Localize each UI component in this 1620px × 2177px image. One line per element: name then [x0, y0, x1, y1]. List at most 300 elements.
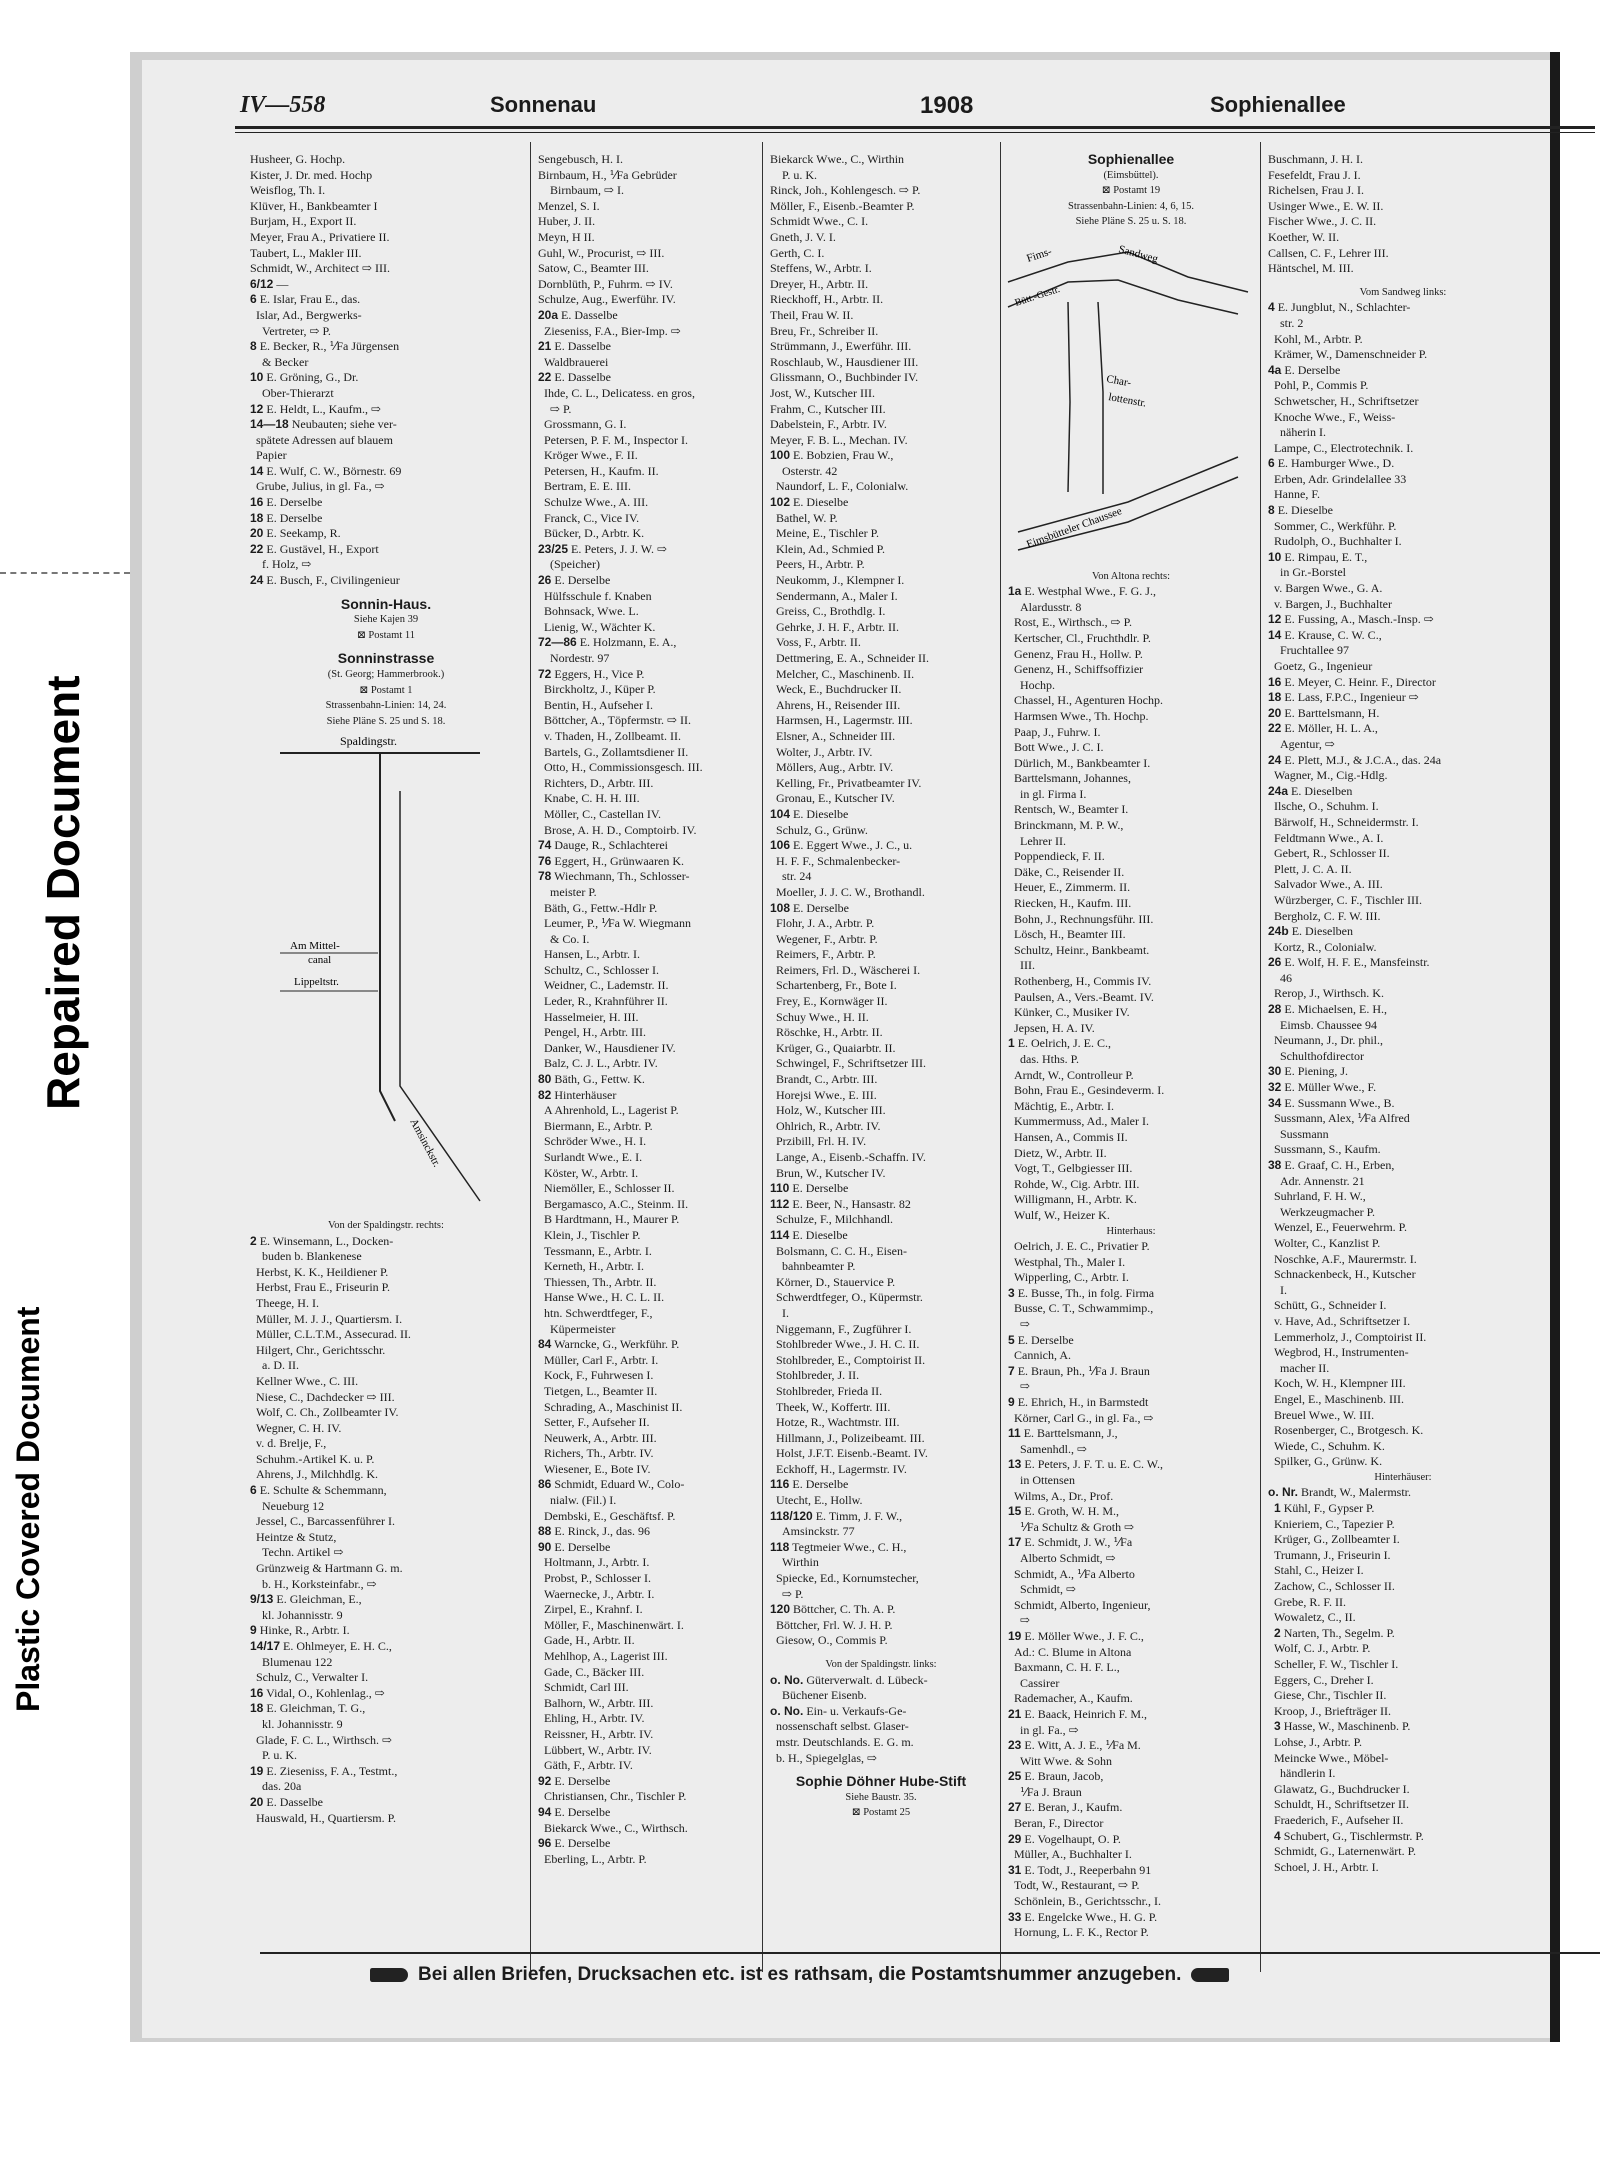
directory-entry: Harmsen, H., Lagermstr. III. — [770, 713, 913, 728]
directory-entry: mstr. Deutschlands. E. G. m. — [770, 1734, 914, 1749]
directory-entry: Weck, E., Buchdrucker II. — [770, 682, 902, 697]
directory-entry: Burjam, H., Export II. — [250, 214, 357, 229]
directory-entry: Noschke, A.F., Maurermstr. I. — [1268, 1251, 1417, 1266]
house-number: 1 — [1008, 1036, 1015, 1051]
directory-entry: Weidner, C., Lademstr. II. — [538, 978, 669, 993]
directory-entry: 5 E. Derselbe — [1008, 1332, 1074, 1347]
directory-entry: Meyer, Frau A., Privatiere II. — [250, 229, 390, 244]
directory-entry: 9 E. Ehrich, H., in Barmstedt — [1008, 1395, 1149, 1410]
house-number: 22 — [538, 370, 552, 385]
column-4 — [1008, 151, 1254, 1940]
directory-entry: Wowaletz, C., II. — [1268, 1610, 1356, 1625]
directory-entry: Paulsen, A., Vers.-Beamt. IV. — [1008, 989, 1154, 1004]
map-street-label: Lippeltstr. — [294, 976, 339, 989]
house-number: 20 — [250, 526, 264, 541]
directory-entry: 100 E. Bobzien, Frau W., — [770, 448, 894, 463]
directory-entry: Horejsi Wwe., E. III. — [770, 1087, 877, 1102]
directory-entry: Grossmann, G. I. — [538, 417, 627, 432]
directory-entry: Möller, F., Maschinenwärt. I. — [538, 1617, 684, 1632]
directory-entry: Tessmann, E., Arbtr. I. — [538, 1243, 652, 1258]
directory-entry: Theek, W., Koffertr. III. — [770, 1399, 891, 1414]
house-number: 18 — [1268, 690, 1282, 705]
directory-entry: Sussmann, S., Kaufm. — [1268, 1142, 1381, 1157]
house-number: 34 — [1268, 1095, 1282, 1110]
directory-entry: 28 E. Michaelsen, E. H., — [1268, 1002, 1387, 1017]
directory-entry: Müller, M. J. J., Quartiersm. I. — [250, 1311, 403, 1326]
directory-entry: Todt, W., Restaurant, ⇨ P. — [1008, 1878, 1140, 1893]
directory-entry: Hansen, A., Commis II. — [1008, 1129, 1128, 1144]
directory-entry: Möllers, Aug., Arbtr. IV. — [770, 760, 894, 775]
directory-entry: Vogt, T., Gelbgiesser III. — [1008, 1161, 1133, 1176]
directory-entry: Melcher, C., Maschinenb. II. — [770, 666, 915, 681]
directory-entry: B Hardtmann, H., Maurer P. — [538, 1212, 680, 1227]
directory-entry: Schrading, A., Maschinist II. — [538, 1399, 683, 1414]
column-3 — [770, 152, 992, 1922]
directory-entry: b. H., Spiegelglas, ⇨ — [770, 1750, 878, 1765]
directory-entry: Schwingel, F., Schriftsetzer III. — [770, 1056, 926, 1071]
directory-entry: 112 E. Beer, N., Hansastr. 82 — [770, 1196, 911, 1211]
directory-entry: 18 E. Lass, F.P.C., Ingenieur ⇨ — [1268, 690, 1419, 705]
directory-entry: Trumann, J., Friseurin I. — [1268, 1547, 1391, 1562]
street-info: ⊠ Postamt 11 — [357, 629, 415, 641]
directory-entry: meister P. — [538, 884, 597, 899]
directory-entry: Genenz, H., Schiffsoffizier — [1008, 662, 1144, 677]
house-number: 9/13 — [250, 1592, 274, 1607]
directory-entry: Agentur, ⇨ — [1268, 736, 1335, 751]
directory-entry: Rothenberg, H., Commis IV. — [1008, 974, 1152, 988]
directory-entry: Genenz, Frau H., Hollw. P. — [1008, 646, 1143, 661]
map-street-label: Amsinckstr. — [407, 1117, 443, 1170]
house-number: 4a — [1268, 362, 1282, 377]
directory-entry: Jost, W., Kutscher III. — [770, 385, 875, 400]
column-divider — [1260, 142, 1261, 1972]
directory-entry: Rademacher, A., Kaufm. — [1008, 1691, 1133, 1706]
house-number: 26 — [538, 573, 552, 588]
directory-entry: Schultz, C., Schlosser I. — [538, 962, 659, 977]
column-5 — [1268, 152, 1538, 1922]
pointing-hand-icon — [370, 1968, 408, 1982]
directory-entry: Bohn, Frau E., Gesindeverm. I. — [1008, 1083, 1165, 1098]
directory-entry: Lienig, W., Wächter K. — [538, 619, 656, 634]
directory-entry: Knieriem, C., Tapezier P. — [1268, 1516, 1395, 1531]
directory-entry: Böttcher, Frl. W. J. H. P. — [770, 1617, 893, 1632]
directory-entry: Schulz, G., Grünw. — [770, 822, 868, 837]
house-number: 88 — [538, 1524, 552, 1539]
house-number: 23 — [1008, 1738, 1022, 1753]
directory-entry: Franck, C., Vice IV. — [538, 510, 640, 525]
house-number: 22 — [250, 541, 264, 556]
directory-entry: 20 E. Dasselbe — [250, 1794, 324, 1809]
directory-entry: Rentsch, W., Beamter I. — [1008, 802, 1129, 817]
directory-entry: Ehling, H., Arbtr. IV. — [538, 1711, 645, 1726]
street-info: Siehe Pläne S. 25 u. S. 18. — [1075, 216, 1187, 228]
directory-entry: Grebe, R. F. II. — [1268, 1594, 1347, 1609]
house-number: 74 — [538, 838, 552, 853]
directory-entry: Eckhoff, H., Lagermstr. IV. — [770, 1461, 907, 1476]
directory-entry: Elsner, A., Schneider III. — [770, 728, 896, 743]
directory-entry: 8 E. Dieselbe — [1268, 503, 1333, 518]
street-info: ⊠ Postamt 19 — [1101, 185, 1161, 197]
directory-entry: Baxmann, C. H. F. L., — [1008, 1660, 1120, 1675]
directory-entry: Niemöller, E., Schlosser II. — [538, 1181, 675, 1196]
directory-entry: Schulze, F., Milchhandl. — [770, 1212, 894, 1227]
house-number: 80 — [538, 1072, 552, 1087]
street-info: (St. Georg; Hammerbrook.) — [327, 669, 445, 680]
directory-entry: 76 Eggert, H., Grünwaaren K. — [538, 853, 684, 868]
directory-entry: o. No. Ein- u. Verkaufs-Ge- — [770, 1703, 907, 1718]
directory-entry: Glade, F. C. L., Wirthsch. ⇨ — [250, 1732, 393, 1747]
directory-entry: ⇨ P. — [770, 1586, 804, 1601]
directory-entry: Petersen, H., Kaufm. II. — [538, 463, 659, 478]
directory-entry: Glissmann, O., Buchbinder IV. — [770, 370, 919, 385]
directory-entry: 96 E. Derselbe — [538, 1836, 611, 1851]
directory-entry: Wilms, A., Dr., Prof. — [1008, 1488, 1114, 1503]
directory-entry: 86 Schmidt, Eduard W., Colo- — [538, 1477, 685, 1492]
street-heading: Sophienallee — [1087, 151, 1175, 167]
directory-entry: das. 20a — [250, 1779, 302, 1794]
directory-entry: Frey, E., Kornwäger II. — [770, 994, 888, 1009]
directory-entry: 3 Hasse, W., Maschinenb. P. — [1274, 1719, 1411, 1734]
directory-entry: Blumenau 122 — [250, 1654, 333, 1669]
directory-entry: Stohlbreder Wwe., J. H. C. II. — [770, 1337, 920, 1352]
directory-entry: 31 E. Todt, J., Reeperbahn 91 — [1008, 1862, 1152, 1877]
directory-entry: Otto, H., Commissionsgesch. III. — [538, 760, 703, 775]
directory-entry: 102 E. Dieselbe — [770, 495, 849, 510]
map-street-label: Spaldingstr. — [340, 734, 398, 749]
directory-entry: Krüger, G., Quaiarbtr. II. — [770, 1040, 896, 1055]
directory-entry: 14—18 Neubauten; siehe ver- — [250, 417, 397, 432]
directory-entry: ⅟Fa Schultz & Groth ⇨ — [1008, 1519, 1135, 1534]
directory-entry: Holtmann, J., Arbtr. I. — [538, 1555, 650, 1570]
directory-entry: III. — [1008, 958, 1035, 973]
house-number: 14—18 — [250, 417, 289, 432]
directory-entry: Thiessen, Th., Arbtr. II. — [538, 1274, 657, 1289]
directory-entry: Jepsen, H. A. IV. — [1008, 1020, 1095, 1035]
directory-entry: 17 E. Schmidt, J. W., ⅟Fa — [1008, 1535, 1133, 1550]
map-street-line — [1068, 302, 1070, 492]
directory-entry: 29 E. Vogelhaupt, O. P. — [1008, 1831, 1121, 1846]
directory-entry: ⅟Fa J. Braun — [1008, 1784, 1082, 1799]
directory-entry: Moeller, J. J. C. W., Brothandl. — [770, 884, 925, 899]
directory-entry: Meyn, H II. — [538, 229, 595, 244]
directory-entry: 1 Kühl, F., Gypser P. — [1274, 1501, 1375, 1516]
directory-entry: 7 E. Braun, Ph., ⅟Fa J. Braun — [1008, 1363, 1150, 1378]
directory-entry: 34 E. Sussmann Wwe., B. — [1268, 1095, 1395, 1110]
directory-entry: Spilker, G., Grünw. K. — [1268, 1454, 1383, 1469]
house-number: 3 — [1008, 1285, 1015, 1300]
directory-entry: Fraederich, F., Aufseher II. — [1268, 1812, 1404, 1827]
house-number: 16 — [250, 495, 264, 510]
directory-entry: Richers, Th., Arbtr. IV. — [538, 1446, 654, 1461]
street-info: Siehe Kajen 39 — [353, 614, 419, 626]
house-number: 118 — [770, 1539, 790, 1554]
map-street-line — [1098, 302, 1103, 494]
house-number: 118/120 — [770, 1508, 813, 1523]
directory-entry: Fruchtallee 97 — [1268, 643, 1349, 658]
directory-entry: Wegner, C. H. IV. — [250, 1420, 342, 1435]
map-street-label: canal — [308, 954, 332, 967]
directory-entry: 72 Eggers, H., Vice P. — [538, 666, 645, 681]
directory-entry: Pohl, P., Commis P. — [1268, 378, 1369, 393]
directory-entry: Röschke, H., Arbtr. II. — [770, 1025, 883, 1040]
directory-entry: 14/17 E. Ohlmeyer, E. H. C., — [250, 1639, 392, 1653]
directory-entry: Schmidt, ⇨ — [1008, 1582, 1077, 1597]
directory-entry: kl. Johannisstr. 9 — [250, 1716, 343, 1731]
directory-entry: 46 — [1268, 970, 1292, 985]
directory-entry: v. d. Brelje, F., — [250, 1436, 327, 1451]
directory-entry: Tietgen, L., Beamter II. — [538, 1383, 658, 1398]
directory-entry: Neukomm, J., Klempner I. — [770, 573, 905, 588]
directory-entry: Steffens, W., Arbtr. I. — [770, 261, 872, 276]
directory-entry: 82 Hinterhäuser — [538, 1087, 617, 1102]
directory-entry: Schuldt, H., Schriftsetzer II. — [1268, 1797, 1409, 1812]
spacer — [770, 1649, 992, 1657]
directory-entry: Rerop, J., Wirthsch. K. — [1268, 986, 1384, 1001]
directory-entry: Hilgert, Chr., Gerichtsschr. — [250, 1342, 386, 1357]
house-number: 2 — [250, 1233, 257, 1248]
directory-entry: Wiede, C., Schuhm. K. — [1268, 1438, 1385, 1453]
directory-entry: Menzel, S. I. — [538, 198, 600, 213]
directory-entry: Bott Wwe., J. C. I. — [1008, 740, 1104, 755]
directory-entry: Strümmann, J., Ewerführ. III. — [770, 339, 912, 354]
house-number: 18 — [250, 1701, 264, 1716]
directory-entry: buden b. Blankenese — [250, 1249, 362, 1264]
house-number: 108 — [770, 900, 791, 915]
directory-entry: Kortz, R., Colonialw. — [1268, 939, 1377, 954]
street-info: Siehe Pläne S. 25 und S. 18. — [326, 715, 446, 727]
directory-entry: Waernecke, J., Arbtr. I. — [538, 1586, 655, 1601]
directory-entry: Sussmann, Alex, ⅟Fa Alfred — [1268, 1111, 1410, 1126]
directory-entry: Hülfsschule f. Knaben — [538, 588, 652, 603]
directory-entry: Wolter, C., Kanzlist P. — [1268, 1235, 1381, 1250]
directory-entry: Schröder Wwe., H. I. — [538, 1134, 647, 1149]
directory-entry: 22 E. Möller, H. L. A., — [1268, 721, 1378, 736]
map-street-line — [380, 753, 395, 1121]
house-number: 94 — [538, 1804, 552, 1819]
house-number: 11 — [1008, 1426, 1021, 1441]
directory-entry: Islar, Ad., Bergwerks- — [250, 307, 362, 322]
directory-entry: 16 E. Derselbe — [250, 495, 323, 510]
street-info: Hinterhaus: — [1106, 1225, 1156, 1237]
directory-entry: Arndt, W., Controlleur P. — [1008, 1067, 1134, 1082]
directory-entry: Klein, J., Tischler P. — [538, 1227, 641, 1242]
directory-entry: Leumer, P., ⅟Fa W. Wiegmann — [538, 916, 691, 931]
directory-entry: Bäth, G., Fettw.-Hdlr P. — [538, 900, 658, 915]
directory-entry: 11 E. Barttelsmann, J., — [1008, 1426, 1118, 1441]
directory-entry: Schwetscher, H., Schriftsetzer — [1268, 393, 1419, 408]
directory-entry: Klüver, H., Bankbeamter I — [250, 198, 378, 213]
header-right-street: Sophienallee — [1210, 92, 1346, 117]
house-number: 8 — [1268, 503, 1275, 518]
directory-entry: 6/12 — — [250, 276, 289, 291]
house-number: 31 — [1008, 1862, 1022, 1877]
directory-entry: Ad.: C. Blume in Altona — [1008, 1644, 1132, 1659]
directory-entry: Koether, W. II. — [1268, 229, 1340, 244]
directory-entry: Westphal, Th., Maler I. — [1008, 1254, 1126, 1269]
directory-entry: Hornung, L. F. K., Rector P. — [1008, 1925, 1149, 1940]
cut-line — [0, 572, 130, 574]
house-number: 22 — [1268, 721, 1282, 736]
directory-entry: Glawatz, G., Buchdrucker I. — [1268, 1781, 1410, 1796]
directory-entry: 25 E. Braun, Jacob, — [1008, 1769, 1104, 1784]
house-number: 20 — [250, 1794, 264, 1809]
directory-entry: Kister, J. Dr. med. Hochp — [250, 167, 373, 182]
directory-entry: Kellner Wwe., C. III. — [250, 1373, 359, 1388]
directory-entry: 14 E. Wulf, C. W., Börnestr. 69 — [250, 463, 402, 478]
directory-entry: 106 E. Eggert Wwe., J. C., u. — [770, 838, 913, 853]
directory-entry: Frahm, C., Kutscher III. — [770, 401, 886, 416]
directory-entry: Alberto Schmidt, ⇨ — [1008, 1550, 1116, 1565]
directory-entry: Birnbaum, ⇨ I. — [538, 183, 625, 198]
directory-entry: Kröger Wwe., F. II. — [538, 448, 638, 463]
directory-entry: Bentin, H., Aufseher I. — [538, 697, 653, 712]
directory-entry: 14 E. Krause, C. W. C., — [1268, 627, 1382, 642]
house-number: 20a — [538, 307, 559, 322]
header-rule-thin — [235, 132, 1595, 133]
directory-entry: 26 E. Wolf, H. F. E., Mansfeinstr. — [1268, 955, 1430, 970]
house-number: 29 — [1008, 1831, 1022, 1846]
directory-entry: spätete Adressen auf blauem — [250, 432, 393, 447]
directory-entry: Kohl, M., Arbtr. P. — [1268, 331, 1363, 346]
house-number: 20 — [1268, 705, 1282, 720]
house-number: 114 — [770, 1227, 790, 1242]
house-number: 24a — [1268, 783, 1289, 798]
directory-entry: 27 E. Beran, J., Kaufm. — [1008, 1800, 1123, 1815]
house-number: 7 — [1008, 1363, 1015, 1378]
house-number: 16 — [1268, 674, 1282, 689]
directory-entry: Künker, C., Musiker IV. — [1008, 1005, 1130, 1020]
directory-entry: Lehrer II. — [1008, 833, 1066, 848]
house-number: 33 — [1008, 1909, 1022, 1924]
directory-entry: 9/13 E. Gleichman, E., — [250, 1592, 362, 1607]
house-number: 110 — [770, 1181, 790, 1196]
directory-entry: 78 Wiechmann, Th., Schlosser- — [538, 869, 690, 884]
footer-notice — [360, 1964, 1560, 1986]
directory-entry: a. D. II. — [250, 1358, 299, 1373]
directory-entry: Neueburg 12 — [250, 1498, 325, 1513]
directory-entry: 18 E. Derselbe — [250, 510, 323, 525]
directory-entry: 118 Tegtmeier Wwe., C. H., — [770, 1539, 907, 1554]
directory-entry: Lübbert, W., Arbtr. IV. — [538, 1742, 652, 1757]
directory-entry: Schultz, Heinr., Bankbeamt. — [1008, 942, 1150, 957]
directory-entry: Stahl, C., Heizer I. — [1268, 1563, 1364, 1578]
directory-entry: Kerneth, H., Arbtr. I. — [538, 1259, 644, 1274]
directory-entry: f. Holz, ⇨ — [250, 557, 312, 572]
house-number: 120 — [770, 1602, 791, 1617]
directory-entry: Theege, H. I. — [250, 1295, 319, 1310]
house-number: 28 — [1268, 1002, 1282, 1017]
house-number: 25 — [1008, 1769, 1022, 1784]
directory-entry: 16 E. Meyer, C. Heinr. F., Director — [1268, 674, 1436, 689]
directory-entry: Techn. Artikel ⇨ — [250, 1545, 344, 1560]
map-street-label: Sandweg — [1117, 243, 1160, 266]
directory-entry: Hotze, R., Wachtmstr. III. — [770, 1415, 900, 1430]
directory-entry: Wolf, C. Ch., Zollbeamter IV. — [250, 1405, 399, 1420]
house-number: 30 — [1268, 1064, 1282, 1079]
house-number: 15 — [1008, 1504, 1022, 1519]
directory-entry: Sengebusch, H. I. — [538, 152, 623, 166]
directory-entry: b. H., Korksteinfabr., ⇨ — [250, 1576, 377, 1591]
directory-entry: Surlandt Wwe., E. I. — [538, 1150, 643, 1164]
side-label-repaired: Repaired Document — [37, 675, 89, 1110]
directory-entry: Satow, C., Beamter III. — [538, 261, 649, 276]
directory-entry: Bolsmann, C. C. H., Eisen- — [770, 1243, 907, 1258]
directory-entry: P. u. K. — [250, 1748, 298, 1763]
house-number: 6 — [1268, 456, 1275, 471]
directory-entry: Däke, C., Reisender II. — [1008, 864, 1125, 879]
directory-entry: Mächtig, E., Arbtr. I. — [1008, 1098, 1114, 1113]
directory-entry: Schmidt Wwe., C. I. — [770, 214, 869, 229]
footer-rule — [260, 1952, 1600, 1954]
directory-entry: Biekarck Wwe., C., Wirthin — [770, 152, 905, 166]
map-street-line — [1018, 457, 1238, 532]
house-number: 17 — [1008, 1535, 1022, 1550]
house-number: 112 — [770, 1196, 790, 1211]
directory-entry: Oelrich, J. E. C., Privatier P. — [1008, 1239, 1150, 1254]
directory-entry: Schmidt, Alberto, Ingenieur, — [1008, 1597, 1151, 1612]
directory-entry: 74 Dauge, R., Schlachterei — [538, 838, 668, 853]
directory-entry: Knabe, C. H. H. III. — [538, 791, 640, 806]
directory-entry: 10 E. Gröning, G., Dr. — [250, 370, 359, 385]
map-street-label: lottenstr. — [1107, 391, 1148, 410]
directory-entry: 94 E. Derselbe — [538, 1804, 611, 1819]
house-number: 82 — [538, 1087, 552, 1102]
directory-entry: Erben, Adr. Grindelallee 33 — [1268, 471, 1407, 486]
directory-entry: Schnackenbeck, H., Kutscher — [1268, 1267, 1416, 1282]
directory-entry: näherin I. — [1268, 425, 1326, 440]
house-number: 10 — [1268, 549, 1282, 564]
house-number: 1 — [1274, 1501, 1281, 1516]
directory-entry: 6 E. Hamburger Wwe., D. — [1268, 456, 1395, 471]
directory-entry: Kroop, J., Briefträger II. — [1268, 1703, 1391, 1718]
directory-entry: Niese, C., Dachdecker ⇨ III. — [250, 1389, 395, 1404]
directory-entry: ⇨ P. — [538, 401, 572, 416]
directory-entry: Wirthin — [770, 1555, 819, 1570]
directory-entry: Probst, P., Schlosser I. — [538, 1571, 652, 1586]
directory-entry: Zachow, C., Schlosser II. — [1268, 1579, 1395, 1594]
directory-entry: Meincke Wwe., Möbel- — [1268, 1750, 1389, 1765]
directory-entry: Gebert, R., Schlosser II. — [1268, 846, 1390, 861]
directory-entry: v. Bargen, J., Buchhalter — [1268, 596, 1392, 611]
directory-entry: v. Have, Ad., Schriftsetzer I. — [1268, 1313, 1411, 1328]
directory-entry: kl. Johannisstr. 9 — [250, 1607, 343, 1622]
directory-entry: 9 Hinke, R., Arbtr. I. — [250, 1623, 350, 1638]
directory-entry: Feldtmann Wwe., A. I. — [1268, 830, 1384, 845]
directory-entry: Heintze & Stutz, — [250, 1529, 337, 1544]
directory-entry: Krüger, G., Zollbeamter I. — [1268, 1532, 1400, 1547]
directory-entry: 90 E. Derselbe — [538, 1539, 611, 1554]
directory-entry: Rieckhoff, H., Arbtr. II. — [770, 292, 884, 307]
directory-entry: Ohlrich, R., Arbtr. IV. — [770, 1118, 881, 1133]
directory-entry: 22 E. Dasselbe — [538, 370, 612, 385]
directory-entry: Gronau, E., Kutscher IV. — [770, 791, 895, 806]
house-number: 6 — [250, 1483, 257, 1498]
directory-entry: Lohse, J., Arbtr. P. — [1268, 1734, 1363, 1749]
directory-entry: Ilsche, O., Schuhm. I. — [1268, 799, 1379, 814]
pointing-hand-icon — [1191, 1968, 1229, 1982]
directory-entry: Hasselmeier, H. III. — [538, 1009, 639, 1024]
directory-entry: v. Thaden, H., Zollbeamt. II. — [538, 728, 681, 743]
directory-entry: Küpermeister — [538, 1321, 616, 1336]
directory-entry: htn. Schwerdtfeger, F., — [538, 1305, 653, 1320]
directory-entry: 19 E. Möller Wwe., J. F. C., — [1008, 1628, 1144, 1643]
house-number: 90 — [538, 1539, 552, 1554]
directory-entry: Brinckmann, M. P. W., — [1008, 818, 1124, 833]
directory-entry: 23 E. Witt, A. J. E., ⅟Fa M. — [1008, 1738, 1141, 1753]
directory-entry: in Gr.-Borstel — [1268, 565, 1346, 580]
directory-entry: Dabelstein, F., Arbtr. IV. — [770, 417, 887, 432]
street-info: Siehe Baustr. 35. — [845, 1791, 917, 1803]
